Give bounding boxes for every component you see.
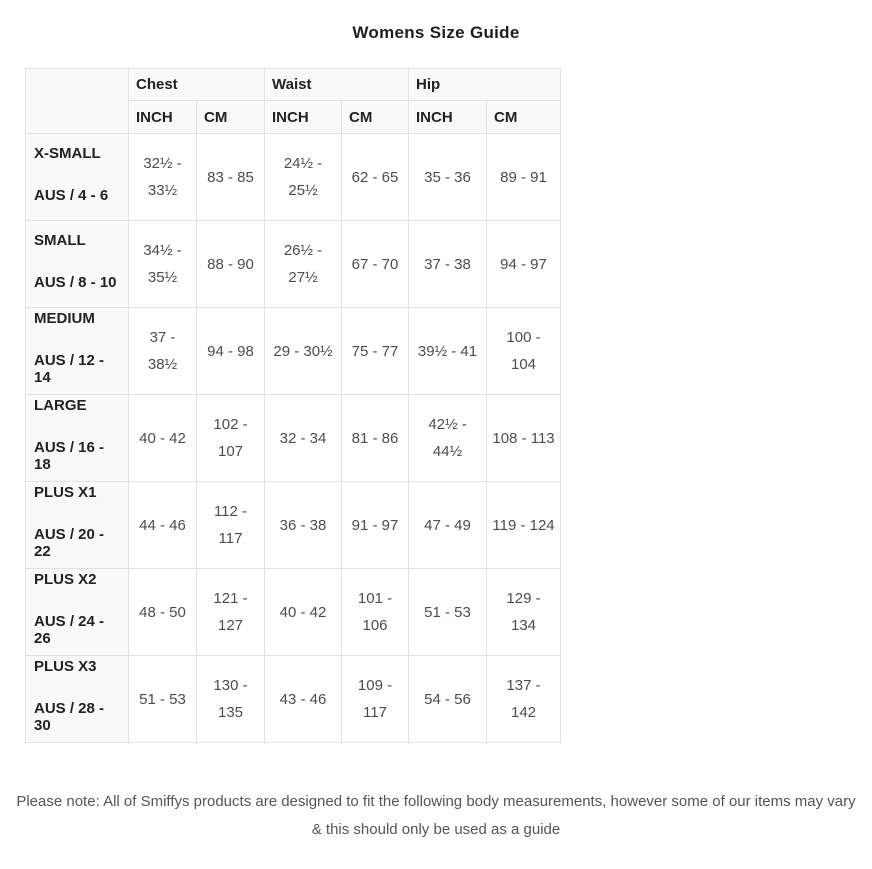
cell-waist-cm: 81 - 86 [342, 395, 409, 482]
cell-waist-cm: 67 - 70 [342, 221, 409, 308]
cell-hip-cm: 119 - 124 [487, 482, 561, 569]
corner-cell [26, 69, 129, 134]
size-name-label: PLUS X2 [34, 571, 97, 588]
cell-chest-cm: 121 - 127 [197, 569, 265, 656]
aus-size-range-label: AUS / 16 - 18 [34, 439, 105, 473]
cell-hip-inch: 39½ - 41 [409, 308, 487, 395]
cell-hip-cm: 108 - 113 [487, 395, 561, 482]
cell-hip-inch: 51 - 53 [409, 569, 487, 656]
cell-hip-cm: 89 - 91 [487, 134, 561, 221]
group-header-waist: Waist [265, 69, 409, 101]
size-label-cell [26, 134, 129, 221]
size-name-label: LARGE [34, 397, 87, 414]
cell-chest-inch: 34½ - 35½ [129, 221, 197, 308]
aus-size-range-label: AUS / 24 - 26 [34, 613, 105, 647]
cell-waist-inch: 43 - 46 [265, 656, 342, 743]
table-row [26, 221, 561, 308]
measurement-group-header-row [26, 69, 561, 101]
size-name-label: SMALL [34, 231, 86, 249]
cell-chest-cm: 102 - 107 [197, 395, 265, 482]
cell-waist-cm: 91 - 97 [342, 482, 409, 569]
unit-header-waist-cm: CM [342, 101, 409, 134]
cell-hip-cm: 100 - 104 [487, 308, 561, 395]
footer-note: Please note: All of Smiffys products are designed to fit the following body measurements, however some of our items may vary & this should only be used as a guide [16, 793, 856, 838]
cell-hip-cm: 137 - 142 [487, 656, 561, 743]
table-row [26, 308, 561, 395]
table-row [26, 569, 561, 656]
cell-waist-inch: 32 - 34 [265, 395, 342, 482]
unit-header-chest-cm: CM [197, 101, 265, 134]
size-name-label: PLUS X1 [34, 484, 97, 501]
aus-size-range-label: AUS / 8 - 10 [34, 273, 117, 291]
size-guide-table [25, 68, 561, 743]
size-label-cell [26, 308, 129, 395]
unit-header-hip-cm: CM [487, 101, 561, 134]
cell-chest-inch: 51 - 53 [129, 656, 197, 743]
cell-hip-cm: 129 - 134 [487, 569, 561, 656]
table-row [26, 395, 561, 482]
cell-hip-inch: 54 - 56 [409, 656, 487, 743]
size-label-cell [26, 482, 129, 569]
cell-waist-cm: 62 - 65 [342, 134, 409, 221]
aus-size-range-label: AUS / 4 - 6 [34, 186, 109, 204]
page-title: Womens Size Guide [352, 23, 520, 42]
size-name-label: MEDIUM [34, 310, 95, 327]
table-row [26, 134, 561, 221]
cell-chest-inch: 48 - 50 [129, 569, 197, 656]
size-table-body [26, 134, 561, 743]
aus-size-range-label: AUS / 12 - 14 [34, 352, 105, 386]
cell-chest-inch: 44 - 46 [129, 482, 197, 569]
table-row [26, 482, 561, 569]
size-label-cell [26, 656, 129, 743]
cell-chest-cm: 112 - 117 [197, 482, 265, 569]
size-name-label: X-SMALL [34, 144, 101, 162]
cell-chest-cm: 94 - 98 [197, 308, 265, 395]
cell-chest-cm: 88 - 90 [197, 221, 265, 308]
cell-hip-inch: 47 - 49 [409, 482, 487, 569]
cell-waist-inch: 24½ - 25½ [265, 134, 342, 221]
cell-waist-inch: 29 - 30½ [265, 308, 342, 395]
group-header-hip: Hip [409, 69, 561, 101]
size-label-cell [26, 221, 129, 308]
cell-waist-cm: 75 - 77 [342, 308, 409, 395]
cell-chest-cm: 130 - 135 [197, 656, 265, 743]
aus-size-range-label: AUS / 28 - 30 [34, 700, 105, 734]
cell-waist-inch: 40 - 42 [265, 569, 342, 656]
cell-hip-inch: 35 - 36 [409, 134, 487, 221]
cell-waist-cm: 101 - 106 [342, 569, 409, 656]
cell-waist-cm: 109 - 117 [342, 656, 409, 743]
table-row [26, 656, 561, 743]
cell-chest-inch: 40 - 42 [129, 395, 197, 482]
group-header-chest: Chest [129, 69, 265, 101]
cell-chest-inch: 32½ - 33½ [129, 134, 197, 221]
unit-header-waist-inch: INCH [265, 101, 342, 134]
cell-chest-cm: 83 - 85 [197, 134, 265, 221]
cell-hip-inch: 42½ - 44½ [409, 395, 487, 482]
size-name-label: PLUS X3 [34, 658, 97, 675]
cell-chest-inch: 37 - 38½ [129, 308, 197, 395]
aus-size-range-label: AUS / 20 - 22 [34, 526, 105, 560]
unit-header-chest-inch: INCH [129, 101, 197, 134]
cell-waist-inch: 36 - 38 [265, 482, 342, 569]
cell-waist-inch: 26½ - 27½ [265, 221, 342, 308]
cell-hip-inch: 37 - 38 [409, 221, 487, 308]
unit-header-hip-inch: INCH [409, 101, 487, 134]
size-label-cell [26, 395, 129, 482]
size-label-cell [26, 569, 129, 656]
cell-hip-cm: 94 - 97 [487, 221, 561, 308]
